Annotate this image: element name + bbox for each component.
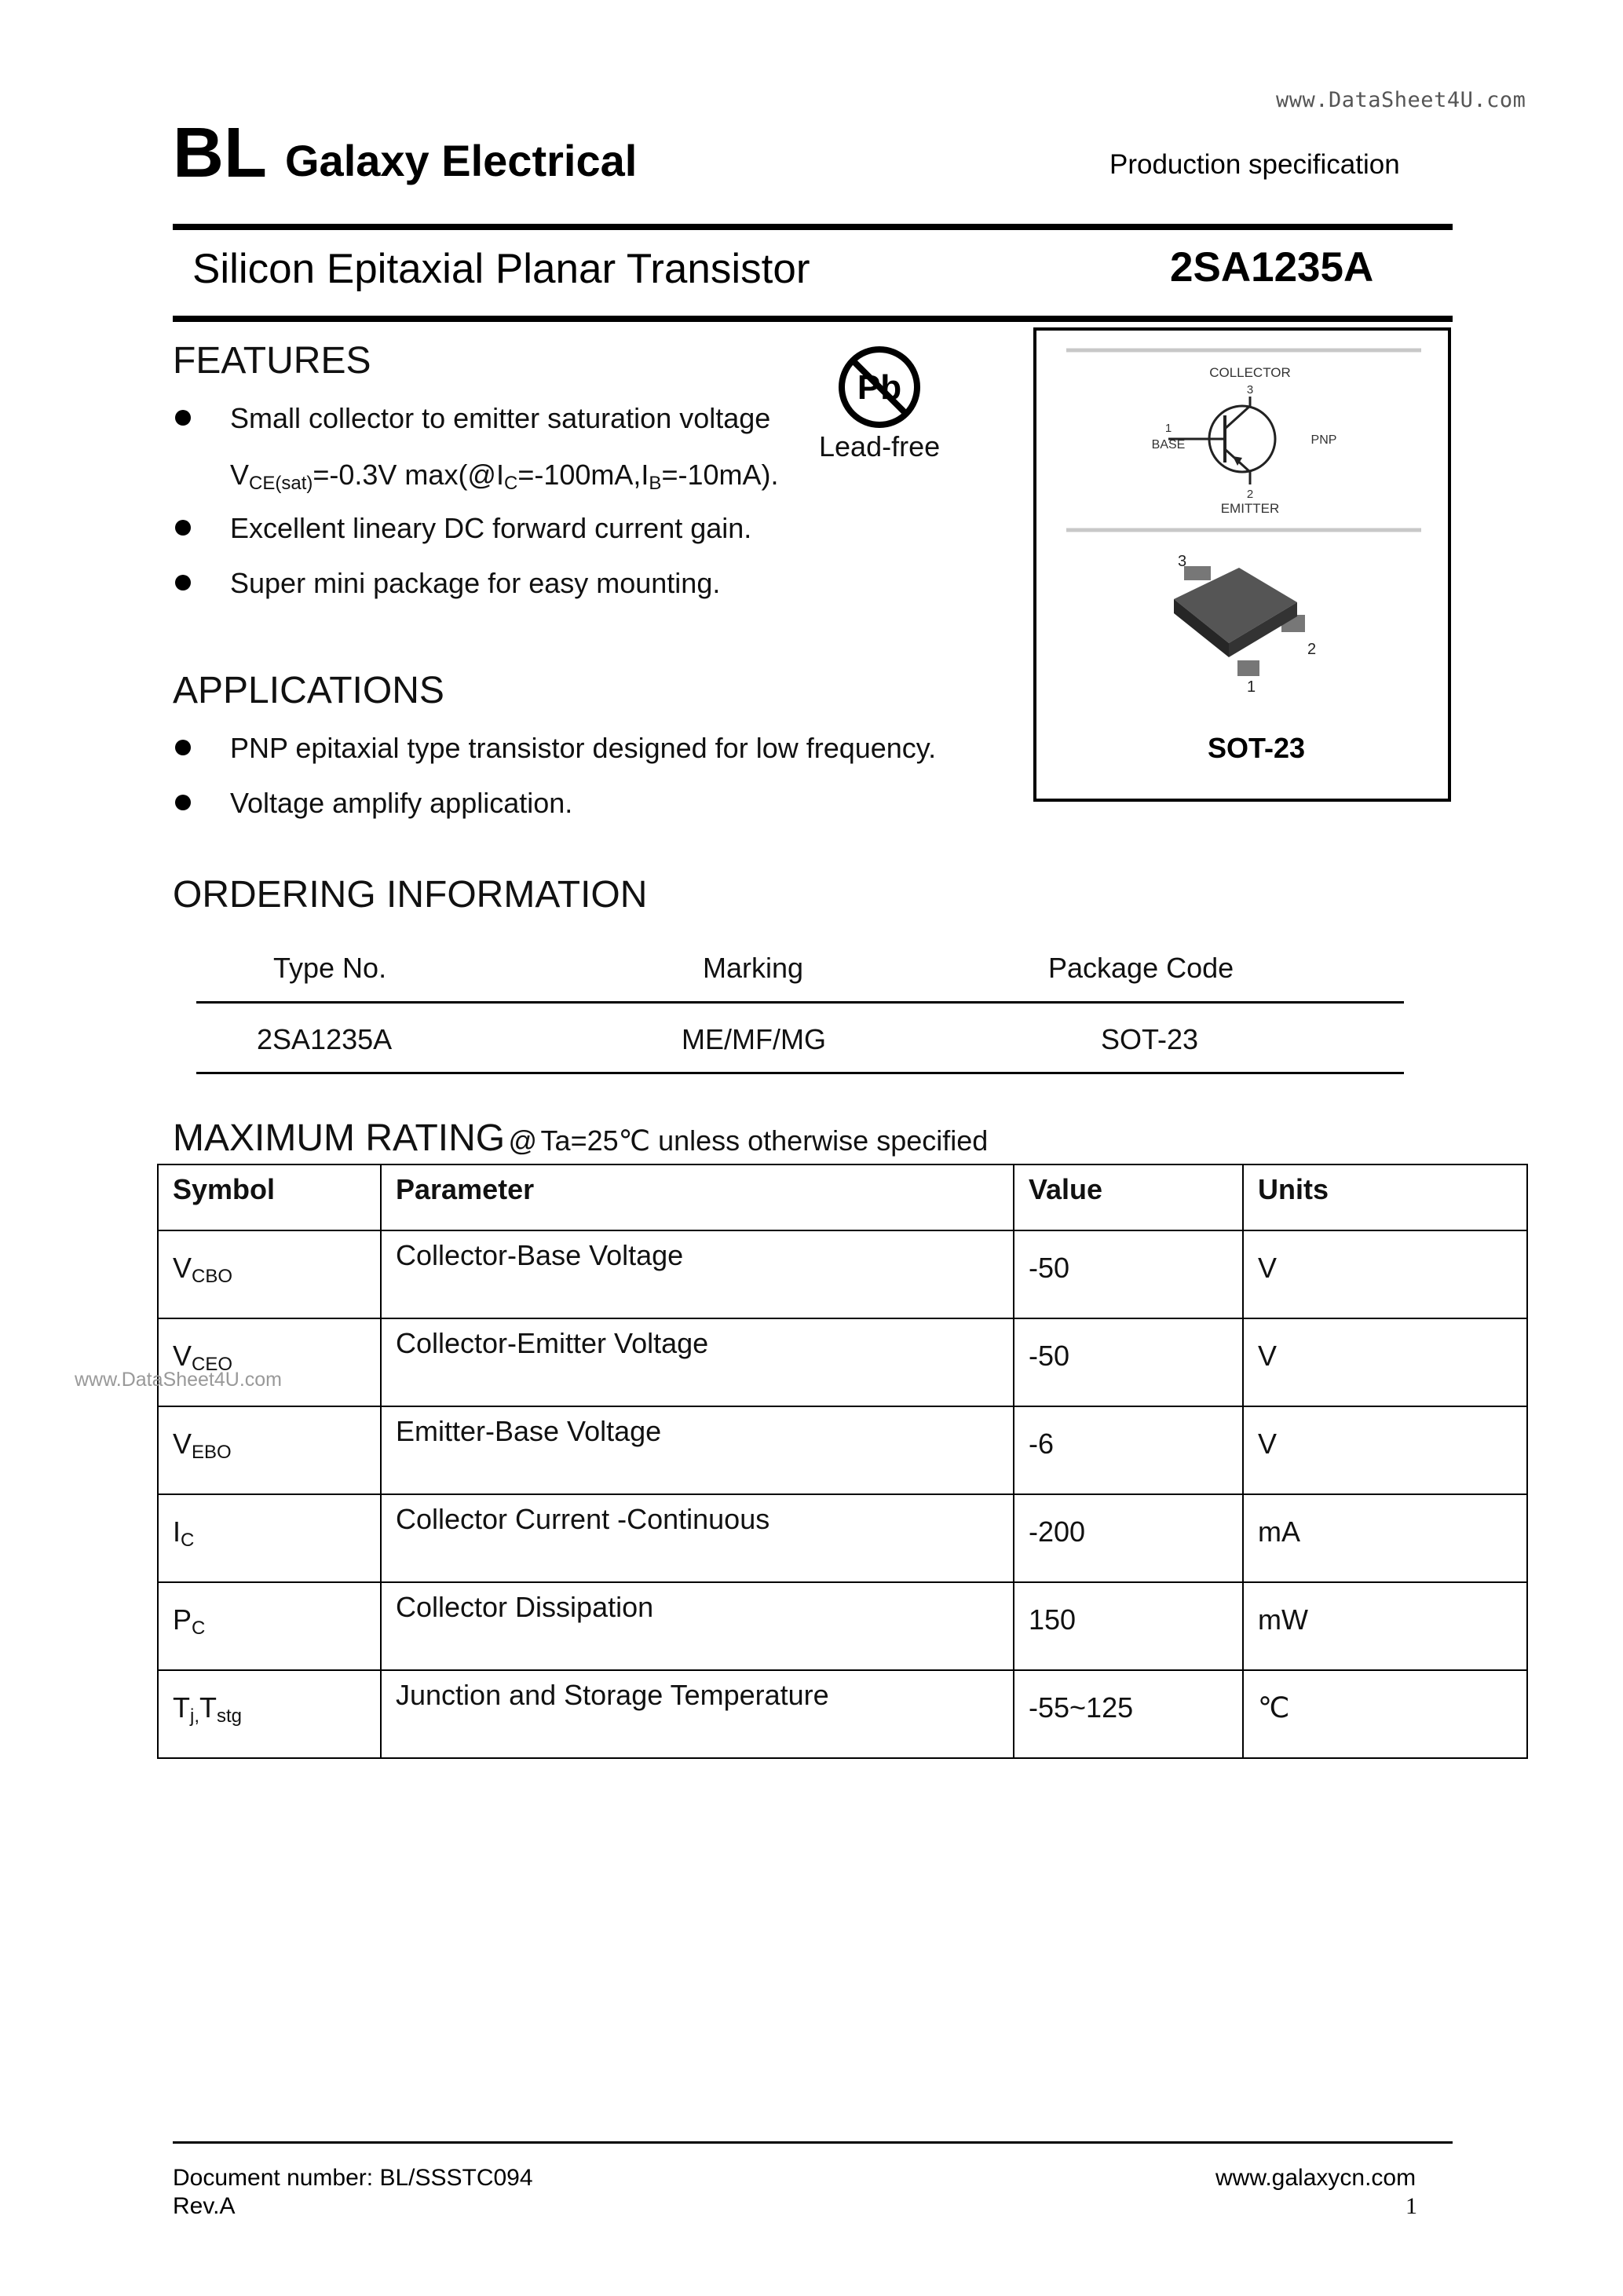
company-name: Galaxy Electrical [285,136,638,185]
symbol-cell: $V_{CBO}$ [158,1230,381,1318]
value-cell: -6 [1014,1406,1243,1494]
bullet-dot [175,520,191,536]
revision: Rev.A [173,2193,236,2219]
value-cell: -200 [1014,1494,1243,1582]
max-rating-heading [173,1117,988,1160]
lead-free-symbol-text: Pb [857,368,902,407]
website-link[interactable]: www.galaxycn.com [1215,2165,1416,2191]
bullet-dot [175,410,191,426]
application-text: PNP epitaxial type transistor designed for low frequency. [230,732,937,764]
lead-free-label: Lead-free [819,430,941,462]
feature-text: Super mini package for easy mounting. [230,567,721,599]
feature-item [230,512,751,545]
value-cell: -55~125 [1014,1670,1243,1758]
symbol-cell: $V_{CEO}$ [158,1318,381,1406]
header-parameter: Parameter [381,1164,1014,1230]
ordering-header-package: Package Code [1048,952,1234,984]
page-subtitle: Silicon Epitaxial Planar Transistor [192,246,810,292]
header-units: Units [1243,1164,1527,1230]
base-pin-number: 1 [1164,422,1172,435]
ordering-header-marking: Marking [703,952,804,984]
ordering-package-value: SOT-23 [1101,1023,1199,1055]
bullet-dot [175,795,191,810]
document-number: Document number: BL/SSSTC094 [173,2165,533,2191]
watermark-side: www.DataSheet4U.com [75,1369,283,1391]
parameter-cell: Collector Current -Continuous [381,1494,1014,1582]
lead-free-icon [836,344,923,430]
max-rating-condition: Ta=25℃ unless otherwise specified [540,1124,989,1157]
symbol-cell: $V_{EBO}$ [158,1406,381,1494]
table-header-row [158,1164,1527,1230]
vce-v: V [230,459,250,491]
ib-sub: B [649,473,662,494]
package-diagram [1036,331,1448,799]
footer-rule [173,2141,1453,2144]
bullet-dot [175,575,191,590]
max-rating-at: @ [508,1124,538,1157]
watermark-top: www.DataSheet4U.com [1276,88,1526,112]
ordering-heading: ORDERING INFORMATION [173,874,648,916]
vce-mid2: =-100mA,I [517,459,649,491]
emitter-label: EMITTER [1220,501,1280,516]
package-pin-2: 2 [1307,641,1317,658]
header-rule-bottom [173,316,1453,322]
application-item [230,787,572,820]
logo-bl: BL [173,114,267,192]
table-row [158,1582,1527,1670]
table-row [158,1670,1527,1758]
unit-cell: V [1243,1406,1527,1494]
sot23-package-image [1174,566,1305,676]
value-cell: 150 [1014,1582,1243,1670]
collector-label: COLLECTOR [1209,365,1291,380]
package-pin-1: 1 [1247,678,1256,696]
table-row [158,1230,1527,1318]
ordering-marking-value: ME/MF/MG [682,1023,826,1055]
page-number: 1 [1406,2193,1417,2219]
header-rule-top [173,224,1453,230]
unit-cell: mW [1243,1582,1527,1670]
value-cell: -50 [1014,1318,1243,1406]
vce-sat-spec [230,459,778,495]
ordering-header-type: Type No. [273,952,387,984]
application-text: Voltage amplify application. [230,787,573,819]
max-rating-title: MAXIMUM RATING [173,1117,506,1159]
package-name: SOT-23 [1207,732,1306,764]
package-box [1033,327,1451,802]
unit-cell: ℃ [1243,1670,1527,1758]
parameter-cell: Collector Dissipation [381,1582,1014,1670]
feature-text: Small collector to emitter saturation voltage [230,402,771,434]
ic-sub: C [503,473,518,494]
parameter-cell: Collector-Base Voltage [381,1230,1014,1318]
header-symbol: Symbol [158,1164,381,1230]
symbol-cell: $T_{j,}T_{stg}$ [158,1670,381,1758]
part-number: 2SA1235A [1170,244,1374,291]
max-rating-table [157,1164,1528,1759]
package-pin-3: 3 [1178,553,1187,570]
parameter-cell: Emitter-Base Voltage [381,1406,1014,1494]
base-label: BASE [1151,438,1186,452]
unit-cell: V [1243,1318,1527,1406]
application-item [230,732,936,765]
header-value: Value [1014,1164,1243,1230]
vce-sub: CE(sat) [249,473,313,494]
bullet-dot [175,740,191,755]
table-row [158,1406,1527,1494]
feature-text: Excellent lineary DC forward current gain. [230,512,752,544]
ordering-type-value: 2SA1235A [257,1023,393,1055]
features-heading: FEATURES [173,340,371,382]
feature-item [230,567,720,600]
parameter-cell: Junction and Storage Temperature [381,1670,1014,1758]
unit-cell: V [1243,1230,1527,1318]
symbol-cell: $I_C$ [158,1494,381,1582]
value-cell: -50 [1014,1230,1243,1318]
feature-item [230,402,770,435]
table-row [158,1494,1527,1582]
ordering-rule [196,1001,1404,1004]
collector-pin-number: 3 [1246,383,1254,397]
emitter-pin-number: 2 [1246,488,1254,501]
vce-end: =-10mA). [661,459,779,491]
ordering-rule [196,1072,1404,1074]
unit-cell: mA [1243,1494,1527,1582]
production-spec-label: Production specification [1109,149,1400,180]
table-row [158,1318,1527,1406]
vce-mid: =-0.3V max(@I [313,459,504,491]
parameter-cell: Collector-Emitter Voltage [381,1318,1014,1406]
symbol-cell: $P_C$ [158,1582,381,1670]
applications-heading: APPLICATIONS [173,670,444,711]
pnp-label: PNP [1310,433,1337,447]
